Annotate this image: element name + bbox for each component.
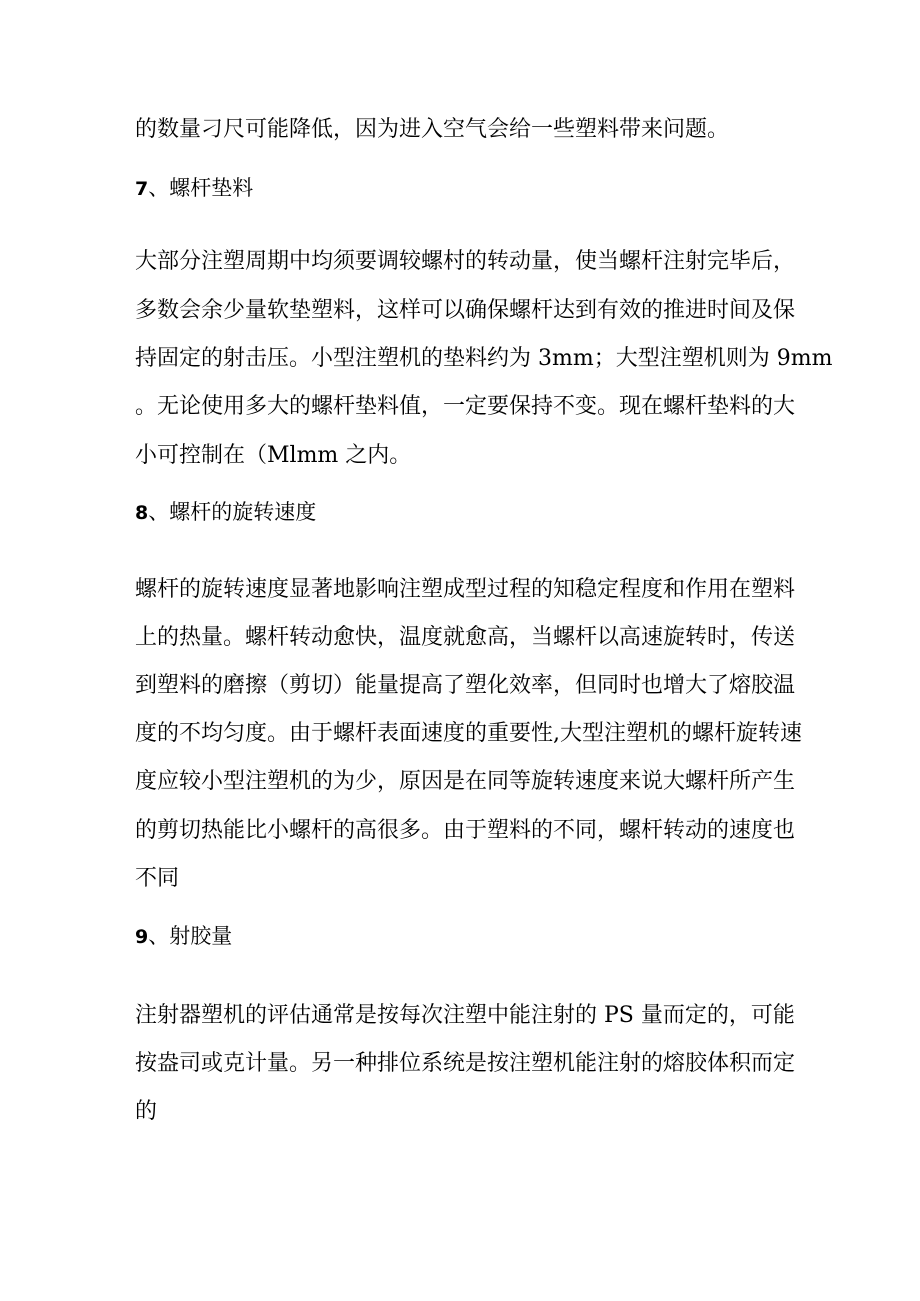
section-number: 7 [135,178,149,200]
paragraph-line: 度的不均匀度。由于螺杆表面速度的重要性,大型注塑机的螺杆旋转速 [135,721,802,746]
paragraph-line: 度应较小型注塑机的为少，原因是在同等旋转速度来说大螺杆所产生 [135,769,796,794]
paragraph-line: 螺杆的旋转速度显著地影响注塑成型过程的知稳定程度和作用在塑料 [135,577,796,602]
paragraph-line: 的数量刁尺可能降低，因为进入空气会给一些塑料带来问题。 [135,117,730,142]
section-title: 、螺杆的旋转速度 [148,500,317,524]
paragraph-line: 多数会余少量软垫塑料，这样可以确保螺杆达到有效的推进时间及保 [135,298,796,323]
paragraph-line: 的 [135,1099,158,1124]
section-title: 、螺杆垫料 [148,176,254,200]
section-number: 8 [135,502,149,524]
paragraph-line: 持固定的射击压。小型注塑机的垫料约为 3mm；大型注塑机则为 9mm [135,346,833,371]
paragraph-line: 到塑料的磨擦（剪切）能量提高了塑化效率，但同时也增大了熔胶温 [135,673,796,698]
section-number: 9 [135,926,149,948]
paragraph-line: 不同 [135,866,180,891]
section-heading-9 [135,921,232,952]
paragraph-line: 上的热量。螺杆转动愈快，温度就愈高，当螺杆以高速旋转时，传送 [135,625,796,650]
paragraph-line: 。无论使用多大的螺杆垫料值，一定要保持不变。现在螺杆垫料的大 [135,394,796,419]
section-heading-8 [135,497,316,528]
section-heading-7 [135,173,253,204]
paragraph-line: 按盎司或克计量。另一种排位系统是按注塑机能注射的熔胶体积而定 [135,1051,796,1076]
section-title: 、射胶量 [148,924,233,948]
paragraph-line: 的剪切热能比小螺杆的高很多。由于塑料的不同，螺杆转动的速度也 [135,818,796,843]
paragraph-line: 大部分注塑周期中均须要调较螺村的转动量，使当螺杆注射完毕后， [135,249,796,274]
paragraph-line: 小可控制在（Mlmm 之内。 [135,443,412,468]
paragraph-line: 注射器塑机的评估通常是按每次注塑中能注射的 PS 量而定的，可能 [135,1003,795,1028]
